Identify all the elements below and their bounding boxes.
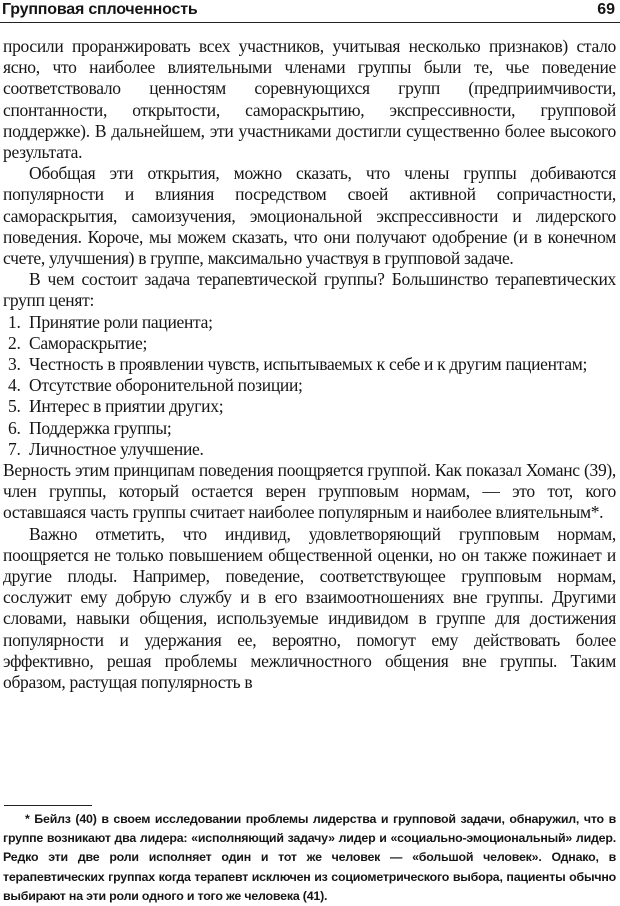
list-item — [3, 418, 616, 439]
list-text: Честность в проявлении чувств, испытываемых к себе и к другим пациентам; — [29, 354, 588, 375]
paragraph-continuation: просили проранжировать всех участников, учитывая несколько признаков) стало ясно, что наиболее влиятельными членами группы были те, чье поведение соответствовало ценностям соревнующихся групп (предприимчивости, спонтанности, открытости, самораскрытию, экспрессивности, групповой поддержке). В дальнейшем, эти участниками достигли существенно более высокого результата. — [3, 36, 616, 163]
footnote-divider — [4, 805, 92, 806]
list-number: 3. — [8, 354, 21, 375]
list-item — [3, 354, 616, 375]
list-number: 2. — [8, 332, 21, 353]
list-number: 5. — [8, 396, 21, 417]
paragraph: Верность этим принципам поведения поощряется группой. Как показал Хоманс (39), член группы, который остается верен групповым нормам, — это тот, кого оставшаяся часть группы считает наиболее популярным и наиболее влиятельным*. — [3, 460, 616, 523]
list-number: 4. — [8, 375, 21, 396]
values-list — [3, 312, 616, 460]
paragraph: Важно отметить, что индивид, удовлетворяющий групповым нормам, поощряется не только повышением общественной оценки, но он также пожинает и другие плоды. Например, поведение, соответствующее групповым нормам, сослужит ему добрую службу и в его взаимоотношениях вне группы. Другими словами, навыки общения, используемые индивидом в группе для достижения популярности и удержания ее, вероятно, помогут ему действовать более эффективно, решая проблемы межличностного общения вне группы. Таким образом, растущая популярность в — [3, 523, 616, 693]
main-text — [3, 36, 616, 693]
paragraph: В чем состоит задача терапевтической группы? Большинство терапевтических групп ценят: — [3, 269, 616, 311]
page-number: 69 — [597, 1, 615, 18]
list-text: Поддержка группы; — [29, 417, 172, 438]
list-text: Отсутствие оборонительной позиции; — [29, 375, 303, 396]
list-text: Самораскрытие; — [29, 332, 148, 353]
list-text: Интерес в приятии других; — [29, 396, 224, 417]
list-item — [3, 375, 616, 396]
list-item — [3, 396, 616, 417]
list-number: 6. — [8, 417, 21, 438]
footnote-text: * Бейлз (40) в своем исследовании проблемы лидерства и групповой задачи, обнаружил, что в группе возникают два лидера: «исполняющий задачу» лидер и «социально-эмоциональный» лидер. Редко эти две роли исполняет один и тот же человек — «большой человек». Однако, в терапевтических группах когда терапевт исключен из социометрического выбора, пациенты обычно выбирают на эти роли одного и того же человека (41). — [3, 812, 616, 903]
running-title: Групповая сплоченность — [2, 1, 198, 18]
list-number: 1. — [8, 311, 21, 332]
list-text: Личностное улучшение. — [29, 438, 204, 459]
footnote — [3, 810, 616, 906]
page-header — [0, 0, 620, 23]
paragraph: Обобщая эти открытия, можно сказать, что члены группы добиваются популярности и влияния посредством своей активной сопричастности, самораскрытия, самоизучения, эмоциональной экспрессивности и лидерского поведения. Короче, мы можем сказать, что они получают одобрение (и в конечном счете, улучшения) в группе, максимально участвуя в групповой задаче. — [3, 163, 616, 269]
list-item — [3, 333, 616, 354]
list-number: 7. — [8, 438, 21, 459]
list-text: Принятие роли пациента; — [29, 311, 213, 332]
list-item — [3, 439, 616, 460]
list-item — [3, 312, 616, 333]
